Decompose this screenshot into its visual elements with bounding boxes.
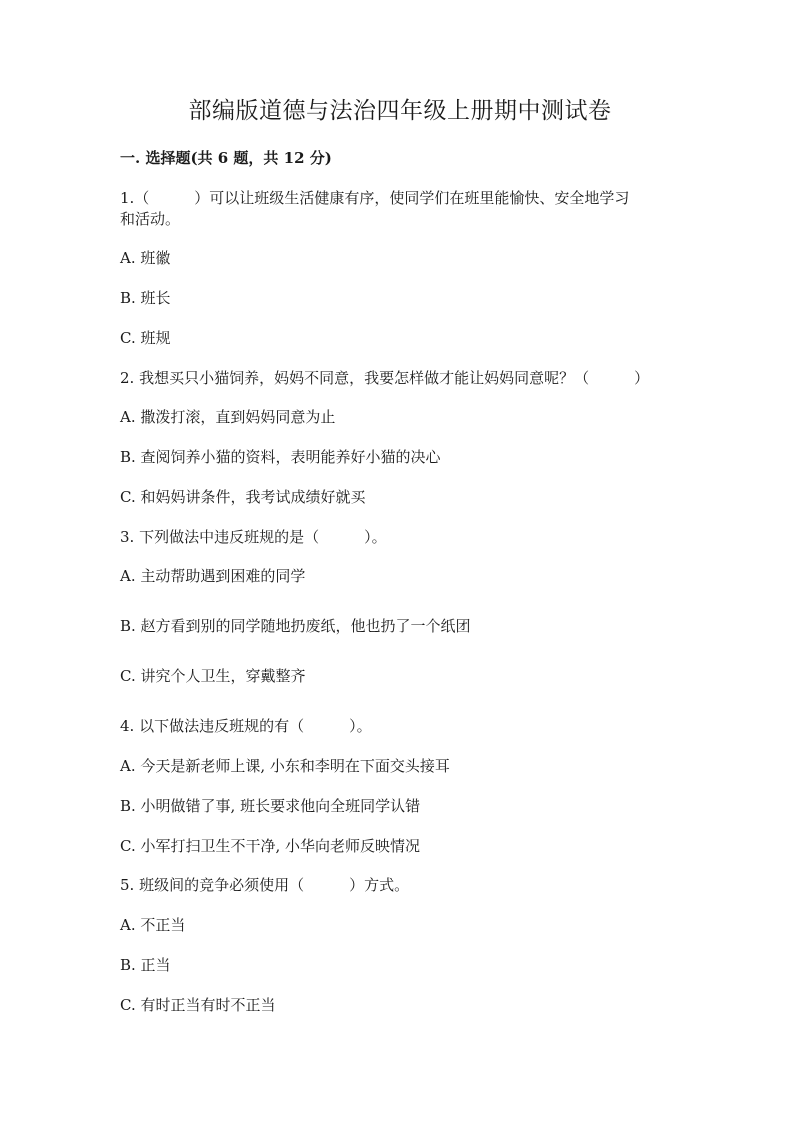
page-title: 部编版道德与法治四年级上册期中测试卷 [188, 98, 612, 124]
question-2-option-b: B. 查阅饲养小猫的资料，表明能养好小猫的决心 [120, 448, 441, 466]
question-3-option-c: C. 讲究个人卫生，穿戴整齐 [120, 667, 306, 685]
question-4-stem: 4. 以下做法违反班规的有（ ）。 [120, 717, 372, 735]
question-3-option-a: A. 主动帮助遇到困难的同学 [120, 567, 306, 585]
question-5-option-b: B. 正当 [120, 956, 171, 974]
question-3-option-b: B. 赵方看到别的同学随地扔废纸，他也扔了一个纸团 [120, 617, 471, 635]
question-4-option-a: A. 今天是新老师上课, 小东和李明在下面交头接耳 [120, 757, 450, 775]
question-2-stem: 2. 我想买只小猫饲养，妈妈不同意，我要怎样做才能让妈妈同意呢？（ ） [120, 369, 650, 387]
question-2-option-c: C. 和妈妈讲条件，我考试成绩好就买 [120, 488, 366, 506]
question-4-option-c: C. 小军打扫卫生不干净, 小华向老师反映情况 [120, 837, 421, 855]
question-5-option-a: A. 不正当 [120, 916, 186, 934]
question-5-option-c: C. 有时正当有时不正当 [120, 996, 276, 1014]
question-2-option-a: A. 撒泼打滚，直到妈妈同意为止 [120, 408, 336, 426]
section-heading: 一. 选择题(共 6 题，共 12 分) [120, 149, 332, 167]
question-1-stem-line1: 1.（ ）可以让班级生活健康有序，使同学们在班里能愉快、安全地学习 [120, 189, 630, 207]
question-1-option-b: B. 班长 [120, 289, 171, 307]
question-4-option-b: B. 小明做错了事, 班长要求他向全班同学认错 [120, 797, 421, 815]
question-5-stem: 5. 班级间的竞争必须使用（ ）方式。 [120, 876, 410, 894]
question-1-option-c: C. 班规 [120, 329, 171, 347]
question-1-stem-line2: 和活动。 [120, 210, 181, 228]
question-1-option-a: A. 班徽 [120, 249, 171, 267]
question-3-stem: 3. 下列做法中违反班规的是（ ）。 [120, 528, 387, 546]
